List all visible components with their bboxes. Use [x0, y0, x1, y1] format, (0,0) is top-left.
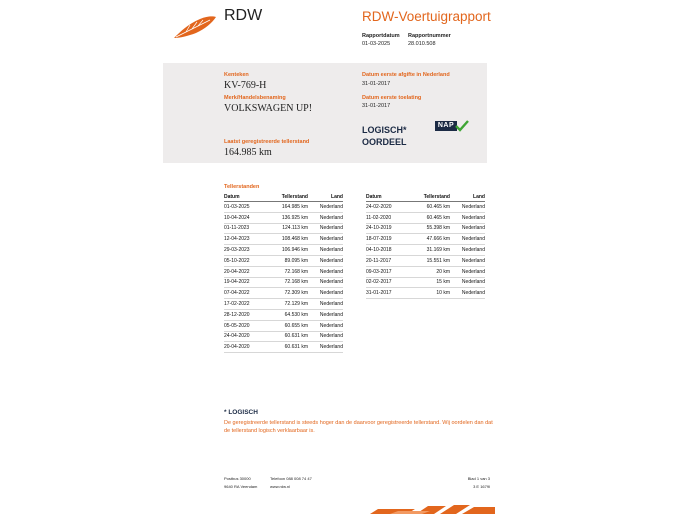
cell-date: 24-02-2020	[366, 202, 412, 213]
cell-country: Nederland	[455, 223, 485, 234]
cell-reading: 55.398 km	[412, 223, 455, 234]
cell-reading: 72.168 km	[270, 277, 313, 288]
table-row	[224, 288, 343, 299]
cell-country: Nederland	[313, 277, 343, 288]
cell-date: 11-02-2020	[366, 212, 412, 223]
footer-address: 9640 RA Veendam	[224, 484, 258, 489]
cell-date: 18-07-2019	[366, 234, 412, 245]
cell-reading: 15.551 km	[412, 255, 455, 266]
first-admission-value: 31-01-2017	[362, 81, 391, 87]
verdict-line-2: OORDEEL	[362, 137, 407, 147]
cell-date: 24-10-2019	[366, 223, 412, 234]
cell-country: Nederland	[313, 234, 343, 245]
cell-reading: 10 km	[412, 288, 455, 299]
footer-phone: Telefoon 088 008 74 47	[270, 476, 312, 481]
cell-country: Nederland	[313, 320, 343, 331]
cell-country: Nederland	[455, 202, 485, 213]
report-number: 28.010.508	[408, 41, 436, 47]
cell-country: Nederland	[313, 255, 343, 266]
first-registration-label: Datum eerste toelating	[362, 95, 422, 101]
first-registration-value: 31-01-2017	[362, 103, 391, 109]
vehicle-summary-panel	[163, 63, 487, 163]
cell-country: Nederland	[455, 277, 485, 288]
cell-date: 20-04-2020	[224, 342, 270, 353]
cell-date: 09-03-2017	[366, 266, 412, 277]
cell-country: Nederland	[313, 202, 343, 213]
plate-value: KV-769-H	[224, 80, 267, 91]
cell-country: Nederland	[455, 288, 485, 299]
cell-date: 12-04-2023	[224, 234, 270, 245]
cell-reading: 31.169 km	[412, 245, 455, 256]
cell-country: Nederland	[455, 255, 485, 266]
table-row	[224, 299, 343, 310]
cell-country: Nederland	[455, 234, 485, 245]
cell-reading: 106.946 km	[270, 245, 313, 256]
table-row	[224, 266, 343, 277]
cell-country: Nederland	[313, 266, 343, 277]
table-row	[366, 266, 485, 277]
cell-country: Nederland	[455, 245, 485, 256]
cell-country: Nederland	[313, 331, 343, 342]
nap-logo	[435, 121, 469, 133]
cell-date: 28-12-2020	[224, 309, 270, 320]
cell-reading: 60.465 km	[412, 212, 455, 223]
cell-reading: 89.095 km	[270, 255, 313, 266]
cell-date: 05-10-2022	[224, 255, 270, 266]
report-number-label: Rapportnummer	[408, 33, 451, 39]
readings-left-body	[224, 202, 343, 353]
table-row	[366, 288, 485, 299]
cell-date: 19-04-2022	[224, 277, 270, 288]
first-admission-label: Datum eerste afgifte in Nederland	[362, 72, 450, 78]
table-row	[224, 212, 343, 223]
table-row	[224, 277, 343, 288]
col-reading: Tellerstand	[270, 193, 313, 202]
table-row	[366, 255, 485, 266]
cell-reading: 15 km	[412, 277, 455, 288]
report-title: RDW-Voertuigrapport	[362, 9, 491, 24]
readings-table-left	[224, 193, 343, 353]
table-row	[366, 223, 485, 234]
cell-date: 02-02-2017	[366, 277, 412, 288]
cell-country: Nederland	[313, 212, 343, 223]
readings-table-right	[366, 193, 485, 299]
table-row	[366, 245, 485, 256]
footer-page: Blad 1 van 3	[467, 476, 490, 481]
verdict-line-1: LOGISCH*	[362, 125, 407, 135]
footer-code: 3 E 1679l	[473, 484, 490, 489]
nap-logo-text: NAP	[437, 122, 455, 129]
col-date: Datum	[366, 193, 412, 202]
col-reading: Tellerstand	[412, 193, 455, 202]
make-value: VOLKSWAGEN UP!	[224, 103, 313, 114]
cell-reading: 64.530 km	[270, 309, 313, 320]
cell-reading: 72.168 km	[270, 266, 313, 277]
table-row	[224, 245, 343, 256]
report-date: 01-03-2025	[362, 41, 391, 47]
note-title: * LOGISCH	[224, 409, 258, 416]
table-row	[366, 212, 485, 223]
cell-date: 29-03-2023	[224, 245, 270, 256]
cell-date: 05-05-2020	[224, 320, 270, 331]
logo-text: RDW	[224, 7, 263, 24]
cell-country: Nederland	[313, 309, 343, 320]
odometer-label: Laatst geregistreerde tellerstand	[224, 139, 310, 145]
cell-country: Nederland	[313, 223, 343, 234]
cell-date: 20-11-2017	[366, 255, 412, 266]
cell-reading: 60.631 km	[270, 342, 313, 353]
cell-date: 01-03-2025	[224, 202, 270, 213]
cell-date: 17-02-2022	[224, 299, 270, 310]
table-row	[224, 342, 343, 353]
table-row	[224, 331, 343, 342]
readings-title: Tellerstanden	[224, 184, 260, 190]
check-icon	[455, 120, 469, 132]
make-label: Merk/Handelsbenaming	[224, 95, 286, 101]
table-row	[224, 320, 343, 331]
cell-reading: 72.309 km	[270, 288, 313, 299]
cell-country: Nederland	[455, 212, 485, 223]
cell-reading: 60.465 km	[412, 202, 455, 213]
col-country: Land	[455, 193, 485, 202]
cell-reading: 124.113 km	[270, 223, 313, 234]
table-row	[224, 223, 343, 234]
cell-date: 04-10-2018	[366, 245, 412, 256]
footer-stripes-decoration	[370, 503, 495, 514]
cell-country: Nederland	[313, 288, 343, 299]
col-country: Land	[313, 193, 343, 202]
feather-icon	[172, 14, 218, 40]
table-header	[224, 193, 343, 202]
cell-date: 20-04-2022	[224, 266, 270, 277]
cell-reading: 47.666 km	[412, 234, 455, 245]
table-row	[224, 234, 343, 245]
cell-date: 07-04-2022	[224, 288, 270, 299]
cell-reading: 164.985 km	[270, 202, 313, 213]
report-date-label: Rapportdatum	[362, 33, 400, 39]
footer-postbus: Postbus 30000	[224, 476, 251, 481]
cell-reading: 136.925 km	[270, 212, 313, 223]
footer-web: www.rdw.nl	[270, 484, 291, 489]
col-date: Datum	[224, 193, 270, 202]
cell-date: 10-04-2024	[224, 212, 270, 223]
note-text: De geregistreerde tellerstand is steeds hoger dan de daarvoor geregistreerde tellerstand. Wij oordelen dan dat de tellerstand logisch verklaarbaar is.	[224, 420, 493, 434]
table-row	[366, 277, 485, 288]
odometer-value: 164.985 km	[224, 147, 272, 158]
readings-right-body	[366, 202, 485, 299]
cell-reading: 60.655 km	[270, 320, 313, 331]
cell-country: Nederland	[455, 266, 485, 277]
cell-country: Nederland	[313, 245, 343, 256]
cell-reading: 108.468 km	[270, 234, 313, 245]
cell-reading: 20 km	[412, 266, 455, 277]
cell-date: 31-01-2017	[366, 288, 412, 299]
cell-reading: 60.631 km	[270, 331, 313, 342]
table-row	[366, 234, 485, 245]
table-row	[224, 309, 343, 320]
table-row	[224, 202, 343, 213]
table-header	[366, 193, 485, 202]
table-row	[366, 202, 485, 213]
table-row	[224, 255, 343, 266]
cell-reading: 72.129 km	[270, 299, 313, 310]
cell-country: Nederland	[313, 342, 343, 353]
cell-date: 01-11-2023	[224, 223, 270, 234]
plate-label: Kenteken	[224, 72, 249, 78]
cell-country: Nederland	[313, 299, 343, 310]
verdict	[362, 124, 407, 148]
cell-date: 24-04-2020	[224, 331, 270, 342]
